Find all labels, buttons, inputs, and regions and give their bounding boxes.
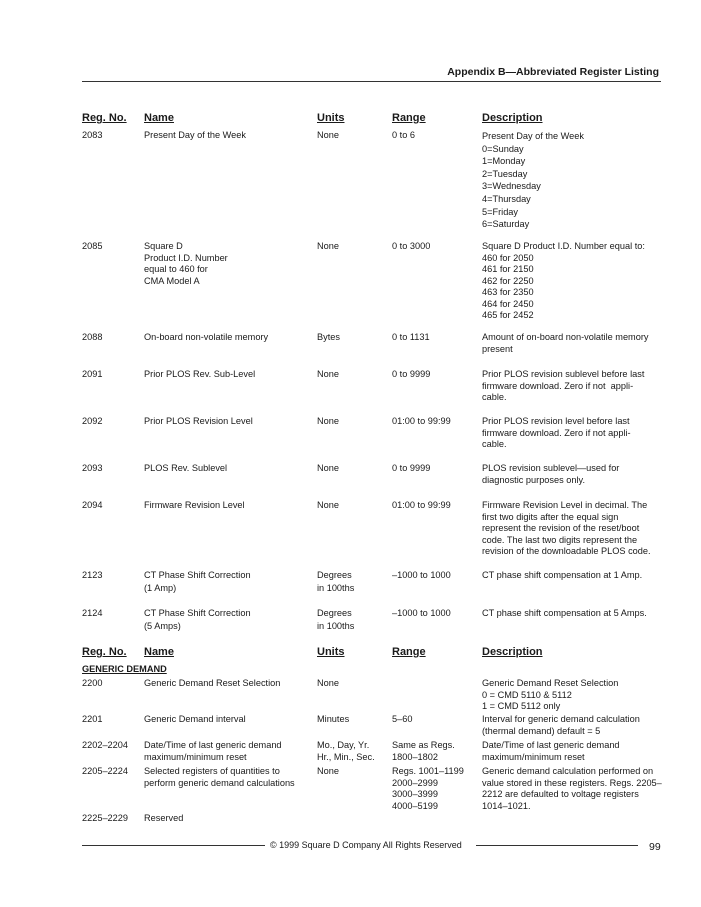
- register-range: 0 to 3000: [392, 241, 431, 251]
- register-description: PLOS revision sublevel—used for diagnostic purposes only.: [482, 463, 620, 485]
- col-header-description: Description: [482, 646, 543, 658]
- col-header-units: Units: [317, 112, 345, 124]
- reg-number: 2201: [82, 714, 103, 724]
- reg-number: 2083: [82, 130, 103, 140]
- reg-number: 2091: [82, 369, 103, 379]
- page-header-title: Appendix B—Abbreviated Register Listing: [447, 66, 659, 78]
- reg-number: 2225–2229: [82, 813, 128, 823]
- reg-number: 2202–2204: [82, 740, 128, 750]
- register-description: Present Day of the Week 0=Sunday 1=Monday 2=Tuesday 3=Wednesday 4=Thursday 5=Friday 6=Saturday: [482, 131, 584, 230]
- register-name: Date/Time of last generic demand maximum/minimum reset: [144, 740, 282, 762]
- register-name: Generic Demand Reset Selection: [144, 678, 281, 688]
- reg-number: 2092: [82, 416, 103, 426]
- reg-number: 2085: [82, 241, 103, 251]
- register-description: Date/Time of last generic demand maximum/minimum reset: [482, 740, 620, 762]
- register-range: 0 to 9999: [392, 369, 431, 379]
- register-units: Minutes: [317, 714, 350, 724]
- register-description: Prior PLOS revision level before last firmware download. Zero if not appli- cable.: [482, 416, 631, 449]
- register-range: –1000 to 1000: [392, 570, 451, 580]
- register-units: None: [317, 416, 339, 426]
- register-description: Generic demand calculation performed on value stored in these registers. Regs. 2205– 2212 are defaulted to voltage registers 1014–1021.: [482, 766, 662, 811]
- reg-number: 2123: [82, 570, 103, 580]
- register-range: 5–60: [392, 714, 413, 724]
- register-units: None: [317, 241, 339, 251]
- col-header-range: Range: [392, 646, 426, 658]
- footer-rule-right: [476, 845, 638, 846]
- register-name: CT Phase Shift Correction (5 Amps): [144, 608, 251, 631]
- register-description: CT phase shift compensation at 1 Amp.: [482, 570, 643, 580]
- register-units: Bytes: [317, 332, 340, 342]
- col-header-name: Name: [144, 646, 174, 658]
- col-header-units: Units: [317, 646, 345, 658]
- register-units: Degrees in 100ths: [317, 608, 355, 631]
- register-name: CT Phase Shift Correction (1 Amp): [144, 570, 251, 593]
- register-name: Square D Product I.D. Number equal to 460 for CMA Model A: [144, 241, 228, 286]
- register-range: –1000 to 1000: [392, 608, 451, 618]
- register-description: Prior PLOS revision sublevel before last firmware download. Zero if not appli- cable.: [482, 369, 645, 402]
- register-name: Present Day of the Week: [144, 130, 246, 140]
- reg-number: 2200: [82, 678, 103, 688]
- register-units: None: [317, 766, 339, 776]
- register-name: Selected registers of quantities to perform generic demand calculations: [144, 766, 295, 788]
- footer-copyright: © 1999 Square D Company All Rights Reserved: [270, 840, 462, 850]
- col-header-reg: Reg. No.: [82, 646, 127, 658]
- register-name: Reserved: [144, 813, 184, 823]
- header-rule: [82, 81, 661, 82]
- register-name: Firmware Revision Level: [144, 500, 245, 510]
- register-name: Generic Demand interval: [144, 714, 246, 724]
- register-units: None: [317, 678, 339, 688]
- register-name: On-board non-volatile memory: [144, 332, 269, 342]
- col-header-range: Range: [392, 112, 426, 124]
- register-range: 01:00 to 99:99: [392, 416, 451, 426]
- reg-number: 2094: [82, 500, 103, 510]
- register-name: Prior PLOS Rev. Sub-Level: [144, 369, 256, 379]
- register-range: 0 to 6: [392, 130, 415, 140]
- register-description: Square D Product I.D. Number equal to: 460 for 2050 461 for 2150 462 for 2250 463 for 2350 464 for 2450 465 for 2452: [482, 241, 645, 320]
- register-units: None: [317, 463, 339, 473]
- col-header-description: Description: [482, 112, 543, 124]
- page-number: 99: [649, 841, 661, 853]
- register-range: Regs. 1001–1199 2000–2999 3000–3999 4000–5199: [392, 766, 464, 811]
- reg-number: 2124: [82, 608, 103, 618]
- section-title-generic-demand: GENERIC DEMAND: [82, 664, 167, 674]
- register-name: PLOS Rev. Sublevel: [144, 463, 228, 473]
- register-description: Firmware Revision Level in decimal. The first two digits after the equal sign represent the revision of the reset/boot code. The last two digits represent the revision of the downloadable PLOS code.: [482, 500, 651, 556]
- register-range: 01:00 to 99:99: [392, 500, 451, 510]
- reg-number: 2088: [82, 332, 103, 342]
- register-description: CT phase shift compensation at 5 Amps.: [482, 608, 647, 618]
- register-range: 0 to 9999: [392, 463, 431, 473]
- col-header-reg: Reg. No.: [82, 112, 127, 124]
- register-range: Same as Regs. 1800–1802: [392, 740, 455, 762]
- col-header-name: Name: [144, 112, 174, 124]
- register-units: None: [317, 369, 339, 379]
- register-units: Mo., Day, Yr. Hr., Min., Sec.: [317, 740, 375, 762]
- footer-rule-left: [82, 845, 265, 846]
- register-description: Amount of on-board non-volatile memory present: [482, 332, 649, 354]
- register-name: Prior PLOS Revision Level: [144, 416, 253, 426]
- register-units: Degrees in 100ths: [317, 570, 355, 593]
- reg-number: 2205–2224: [82, 766, 128, 776]
- register-range: 0 to 1131: [392, 332, 430, 342]
- register-units: None: [317, 500, 339, 510]
- register-description: Generic Demand Reset Selection 0 = CMD 5110 & 5112 1 = CMD 5112 only: [482, 678, 619, 711]
- register-description: Interval for generic demand calculation (thermal demand) default = 5: [482, 714, 640, 736]
- register-units: None: [317, 130, 339, 140]
- reg-number: 2093: [82, 463, 103, 473]
